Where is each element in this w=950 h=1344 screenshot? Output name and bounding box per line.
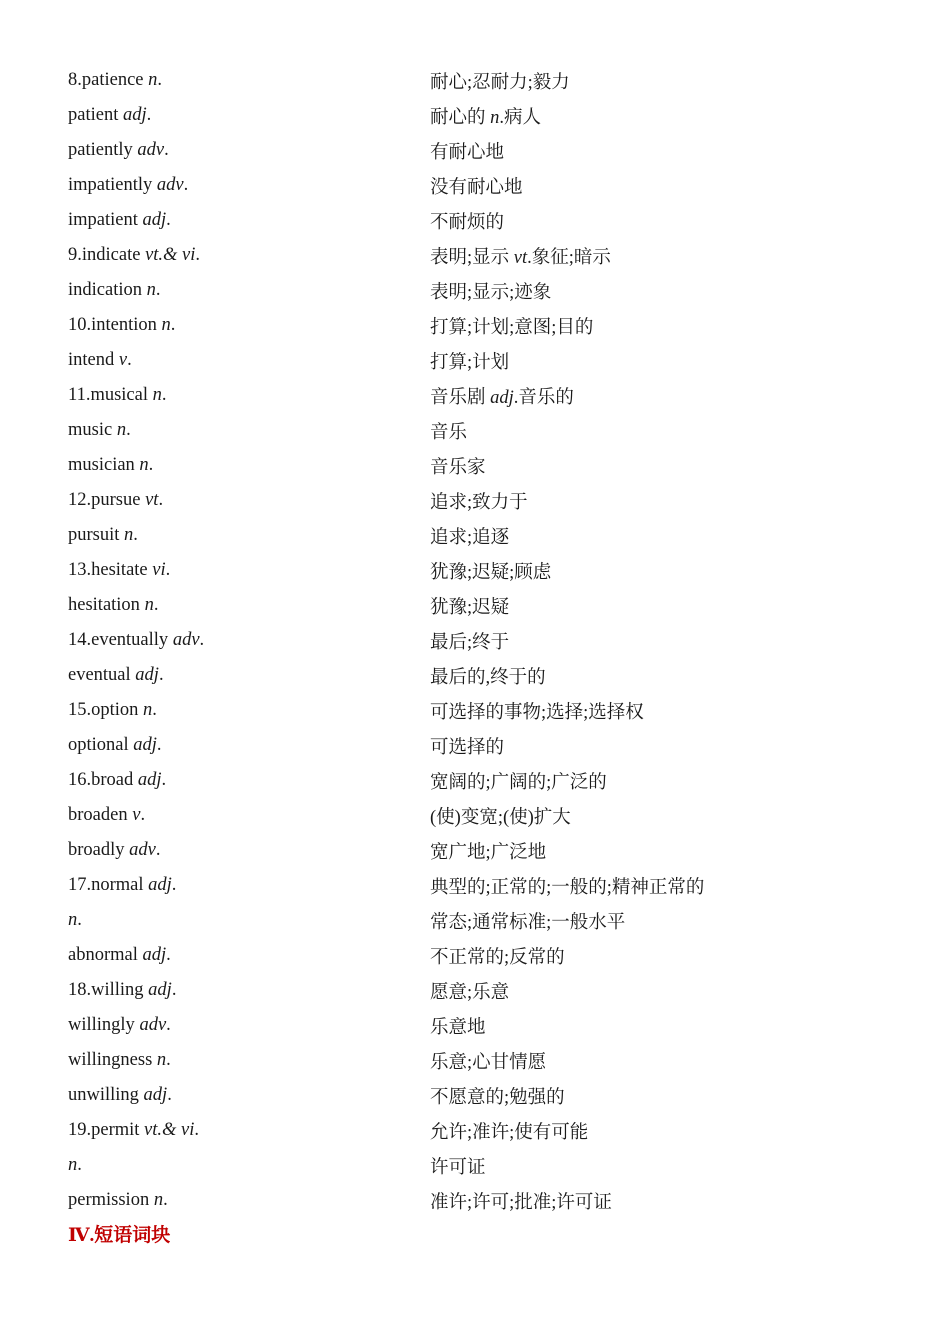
vocabulary-list <box>68 63 888 1218</box>
part-of-speech: adv <box>139 1015 167 1035</box>
vocab-meaning <box>430 908 625 934</box>
vocab-meaning <box>430 1083 565 1109</box>
section-heading: Ⅳ.短语词块 <box>68 1225 171 1246</box>
part-of-speech: n <box>144 595 154 615</box>
part-of-speech: adj <box>122 105 147 125</box>
vocab-row <box>68 938 888 973</box>
headword: 14.eventually <box>68 630 173 650</box>
vocab-word: n. <box>68 910 82 930</box>
part-of-speech: adj <box>133 735 157 755</box>
meaning-text: 追求;致力于 <box>430 492 528 513</box>
vocab-row <box>68 238 888 273</box>
meaning-text: 常态;通常标准;一般水平 <box>430 912 626 933</box>
vocab-meaning <box>430 1013 486 1039</box>
vocab-row <box>68 1008 888 1043</box>
meaning-text: 犹豫;迟疑;顾虑 <box>430 562 552 583</box>
part-of-speech: adv <box>172 630 200 650</box>
meaning-text: 追求;追逐 <box>430 527 510 548</box>
part-of-speech: adj <box>142 945 167 965</box>
vocab-row <box>68 203 888 238</box>
vocab-meaning <box>430 978 509 1004</box>
headword: indication <box>68 280 147 300</box>
vocab-word: 12.pursue vt. <box>68 490 164 510</box>
vocab-meaning <box>430 278 551 304</box>
vocab-word: 19.permit vt.& vi. <box>68 1120 200 1140</box>
vocab-row <box>68 553 888 588</box>
part-of-speech: adj <box>137 770 162 790</box>
vocab-word: 10.intention n. <box>68 315 176 335</box>
vocab-row <box>68 483 888 518</box>
part-of-speech: adj <box>148 875 172 895</box>
headword: 19.permit <box>68 1120 145 1140</box>
meaning-text: 可选择的 <box>430 737 505 758</box>
headword: permission <box>68 1190 154 1210</box>
part-of-speech: adj <box>148 980 172 1000</box>
meaning-text: 打算;计划 <box>430 352 510 373</box>
part-of-speech: adv <box>137 140 165 160</box>
meaning-text-secondary: 音乐的 <box>518 387 574 408</box>
vocab-word: broadly adv. <box>68 840 161 860</box>
vocab-meaning <box>430 208 504 234</box>
vocab-word: 13.hesitate vi. <box>68 560 171 580</box>
headword: 10.intention <box>68 315 162 335</box>
part-of-speech: adv <box>129 840 156 860</box>
meaning-text: 不愿意的;勉强的 <box>430 1087 565 1108</box>
headword: hesitation <box>68 595 145 615</box>
vocab-row <box>68 273 888 308</box>
vocab-row <box>68 798 888 833</box>
vocab-row <box>68 693 888 728</box>
headword: music <box>68 420 117 440</box>
headword: 9.indicate <box>68 245 146 265</box>
part-of-speech: v <box>132 805 141 825</box>
part-of-speech: n <box>146 280 156 300</box>
vocab-meaning <box>430 768 607 794</box>
headword: impatiently <box>68 175 157 195</box>
meaning-text: 许可证 <box>430 1157 486 1178</box>
part-of-speech: n <box>153 1190 164 1210</box>
meaning-text: 没有耐心地 <box>430 177 523 198</box>
vocab-word: music n. <box>68 420 131 440</box>
meaning-text: 允许;准许;使有可能 <box>430 1122 589 1143</box>
vocab-word: optional adj. <box>68 735 162 755</box>
vocab-meaning <box>430 663 546 689</box>
meaning-text-secondary: 象征;暗示 <box>531 247 611 268</box>
vocab-word: 8.patience n. <box>68 70 162 90</box>
part-of-speech: v <box>118 350 128 370</box>
meaning-text: 有耐心地 <box>430 142 505 163</box>
part-of-speech: n <box>152 385 162 405</box>
headword: 12.pursue <box>68 490 146 510</box>
meaning-text: 乐意地 <box>430 1017 486 1038</box>
vocab-meaning <box>430 68 570 94</box>
vocab-word: 15.option n. <box>68 700 157 720</box>
part-of-speech: adj <box>135 665 159 685</box>
headword: intend <box>68 350 119 370</box>
vocab-word: musician n. <box>68 455 154 475</box>
vocab-row <box>68 98 888 133</box>
vocab-word: patient adj. <box>68 105 152 125</box>
part-of-speech: vt <box>145 490 159 510</box>
vocab-meaning <box>430 453 486 479</box>
vocab-row <box>68 728 888 763</box>
vocab-row <box>68 168 888 203</box>
vocab-row <box>68 833 888 868</box>
vocab-row <box>68 1078 888 1113</box>
vocab-word: 16.broad adj. <box>68 770 167 790</box>
vocab-row <box>68 133 888 168</box>
vocab-meaning <box>430 348 509 374</box>
meaning-text: 音乐家 <box>430 457 486 478</box>
vocab-meaning <box>430 173 523 199</box>
part-of-speech: n <box>68 910 78 930</box>
part-of-speech: n <box>139 455 149 475</box>
vocab-word: willingly adv. <box>68 1015 171 1035</box>
meaning-text: 典型的;正常的;一般的;精神正常的 <box>430 877 705 898</box>
vocab-word: n. <box>68 1155 82 1175</box>
vocab-meaning <box>430 313 593 339</box>
vocab-word: unwilling adj. <box>68 1085 172 1105</box>
vocab-row <box>68 868 888 903</box>
part-of-speech: n <box>156 1050 167 1070</box>
vocab-row <box>68 1183 888 1218</box>
headword: 8.patience <box>68 70 149 90</box>
headword: 18.willing <box>68 980 149 1000</box>
vocab-meaning <box>430 803 571 829</box>
headword: 16.broad <box>68 770 138 790</box>
meaning-text: 宽阔的;广阔的;广泛的 <box>430 772 607 793</box>
vocab-meaning <box>430 1048 546 1074</box>
meaning-text: 最后;终于 <box>430 632 510 653</box>
vocab-row <box>68 903 888 938</box>
meaning-text: (使)变宽;(使)扩大 <box>430 807 571 828</box>
vocab-meaning <box>430 523 509 549</box>
meaning-text: 可选择的事物;选择;选择权 <box>430 702 644 723</box>
vocab-row <box>68 623 888 658</box>
vocab-word: abnormal adj. <box>68 945 171 965</box>
vocab-meaning <box>430 138 504 164</box>
vocab-word: 9.indicate vt.& vi. <box>68 245 201 265</box>
meaning-text: 宽广地;广泛地 <box>430 842 547 863</box>
vocab-meaning <box>430 628 509 654</box>
vocab-word: willingness n. <box>68 1050 171 1070</box>
vocab-meaning <box>430 873 704 899</box>
vocab-row <box>68 658 888 693</box>
meaning-text-secondary: 病人 <box>504 107 542 128</box>
vocab-meaning <box>430 1118 588 1144</box>
vocab-word: patiently adv. <box>68 140 169 160</box>
headword: 11.musical <box>68 385 153 405</box>
headword: willingness <box>68 1050 157 1070</box>
vocab-row <box>68 1113 888 1148</box>
vocab-meaning <box>430 418 467 444</box>
part-of-speech: vi <box>152 560 166 580</box>
vocab-word: impatiently adv. <box>68 175 189 195</box>
vocab-row <box>68 1148 888 1183</box>
headword: unwilling <box>68 1085 144 1105</box>
headword: broaden <box>68 805 133 825</box>
vocab-row <box>68 763 888 798</box>
vocab-word: 17.normal adj. <box>68 875 177 895</box>
vocab-word: 18.willing adj. <box>68 980 177 1000</box>
meaning-part-of-speech: vt <box>513 247 528 268</box>
meaning-text: 表明;显示 <box>430 247 510 268</box>
meaning-text: 耐心;忍耐力;毅力 <box>430 72 570 93</box>
part-of-speech: n <box>124 525 134 545</box>
vocab-row <box>68 63 888 98</box>
vocab-word: eventual adj. <box>68 665 164 685</box>
vocab-meaning <box>430 838 546 864</box>
vocab-meaning <box>430 1188 612 1214</box>
vocab-row <box>68 518 888 553</box>
vocab-row <box>68 588 888 623</box>
part-of-speech: vt.& vi <box>145 245 196 265</box>
meaning-text: 犹豫;迟疑 <box>430 597 510 618</box>
part-of-speech: n <box>116 420 127 440</box>
vocab-meaning: 表明;显示 vt.象征;暗示 <box>430 247 611 268</box>
headword: pursuit <box>68 525 125 545</box>
vocab-meaning <box>430 593 509 619</box>
vocab-meaning <box>430 488 528 514</box>
vocab-word: pursuit n. <box>68 525 138 545</box>
part-of-speech: adj <box>142 210 167 230</box>
headword: broadly <box>68 840 130 860</box>
vocab-word: intend v. <box>68 350 132 370</box>
meaning-text: 愿意;乐意 <box>430 982 510 1003</box>
vocab-word: broaden v. <box>68 805 146 825</box>
meaning-text: 不正常的;反常的 <box>430 947 565 968</box>
meaning-part-of-speech: n <box>490 107 500 128</box>
vocab-meaning <box>430 558 551 584</box>
headword: abnormal <box>68 945 143 965</box>
part-of-speech: n <box>161 315 171 335</box>
part-of-speech: vt.& vi <box>144 1120 195 1140</box>
headword: patient <box>68 105 123 125</box>
vocab-word: indication n. <box>68 280 161 300</box>
vocab-row <box>68 1043 888 1078</box>
headword: willingly <box>68 1015 140 1035</box>
headword: 13.hesitate <box>68 560 153 580</box>
part-of-speech: adv <box>156 175 184 195</box>
headword: eventual <box>68 665 136 685</box>
headword: patiently <box>68 140 138 160</box>
vocab-word: 11.musical n. <box>68 385 167 405</box>
headword: 17.normal <box>68 875 149 895</box>
vocab-meaning <box>430 733 504 759</box>
headword: optional <box>68 735 134 755</box>
vocab-word: 14.eventually adv. <box>68 630 205 650</box>
vocab-row <box>68 378 888 413</box>
vocab-meaning <box>430 943 565 969</box>
meaning-part-of-speech: adj <box>490 387 514 408</box>
vocab-word: permission n. <box>68 1190 168 1210</box>
meaning-text: 准许;许可;批准;许可证 <box>430 1192 612 1213</box>
meaning-text: 耐心的 <box>430 107 486 128</box>
vocab-meaning: 耐心的 n.病人 <box>430 107 542 128</box>
meaning-text: 音乐 <box>430 422 468 443</box>
meaning-text: 乐意;心甘情愿 <box>430 1052 547 1073</box>
part-of-speech: n <box>148 70 158 90</box>
part-of-speech: n <box>143 700 153 720</box>
meaning-text: 音乐剧 <box>430 387 486 408</box>
meaning-text: 打算;计划;意图;目的 <box>430 317 594 338</box>
vocab-row <box>68 308 888 343</box>
headword: musician <box>68 455 140 475</box>
headword: 15.option <box>68 700 144 720</box>
vocab-word: impatient adj. <box>68 210 171 230</box>
vocab-row <box>68 343 888 378</box>
vocab-row <box>68 973 888 1008</box>
vocab-meaning <box>430 698 644 724</box>
headword: impatient <box>68 210 143 230</box>
vocab-meaning: 音乐剧 adj.音乐的 <box>430 387 574 408</box>
vocab-word: hesitation n. <box>68 595 159 615</box>
vocab-meaning <box>430 1153 486 1179</box>
part-of-speech: adj <box>143 1085 168 1105</box>
vocab-row <box>68 448 888 483</box>
part-of-speech: n <box>68 1155 78 1175</box>
meaning-text: 不耐烦的 <box>430 212 505 233</box>
meaning-text: 最后的,终于的 <box>430 667 546 688</box>
meaning-text: 表明;显示;迹象 <box>430 282 552 303</box>
vocab-row <box>68 413 888 448</box>
